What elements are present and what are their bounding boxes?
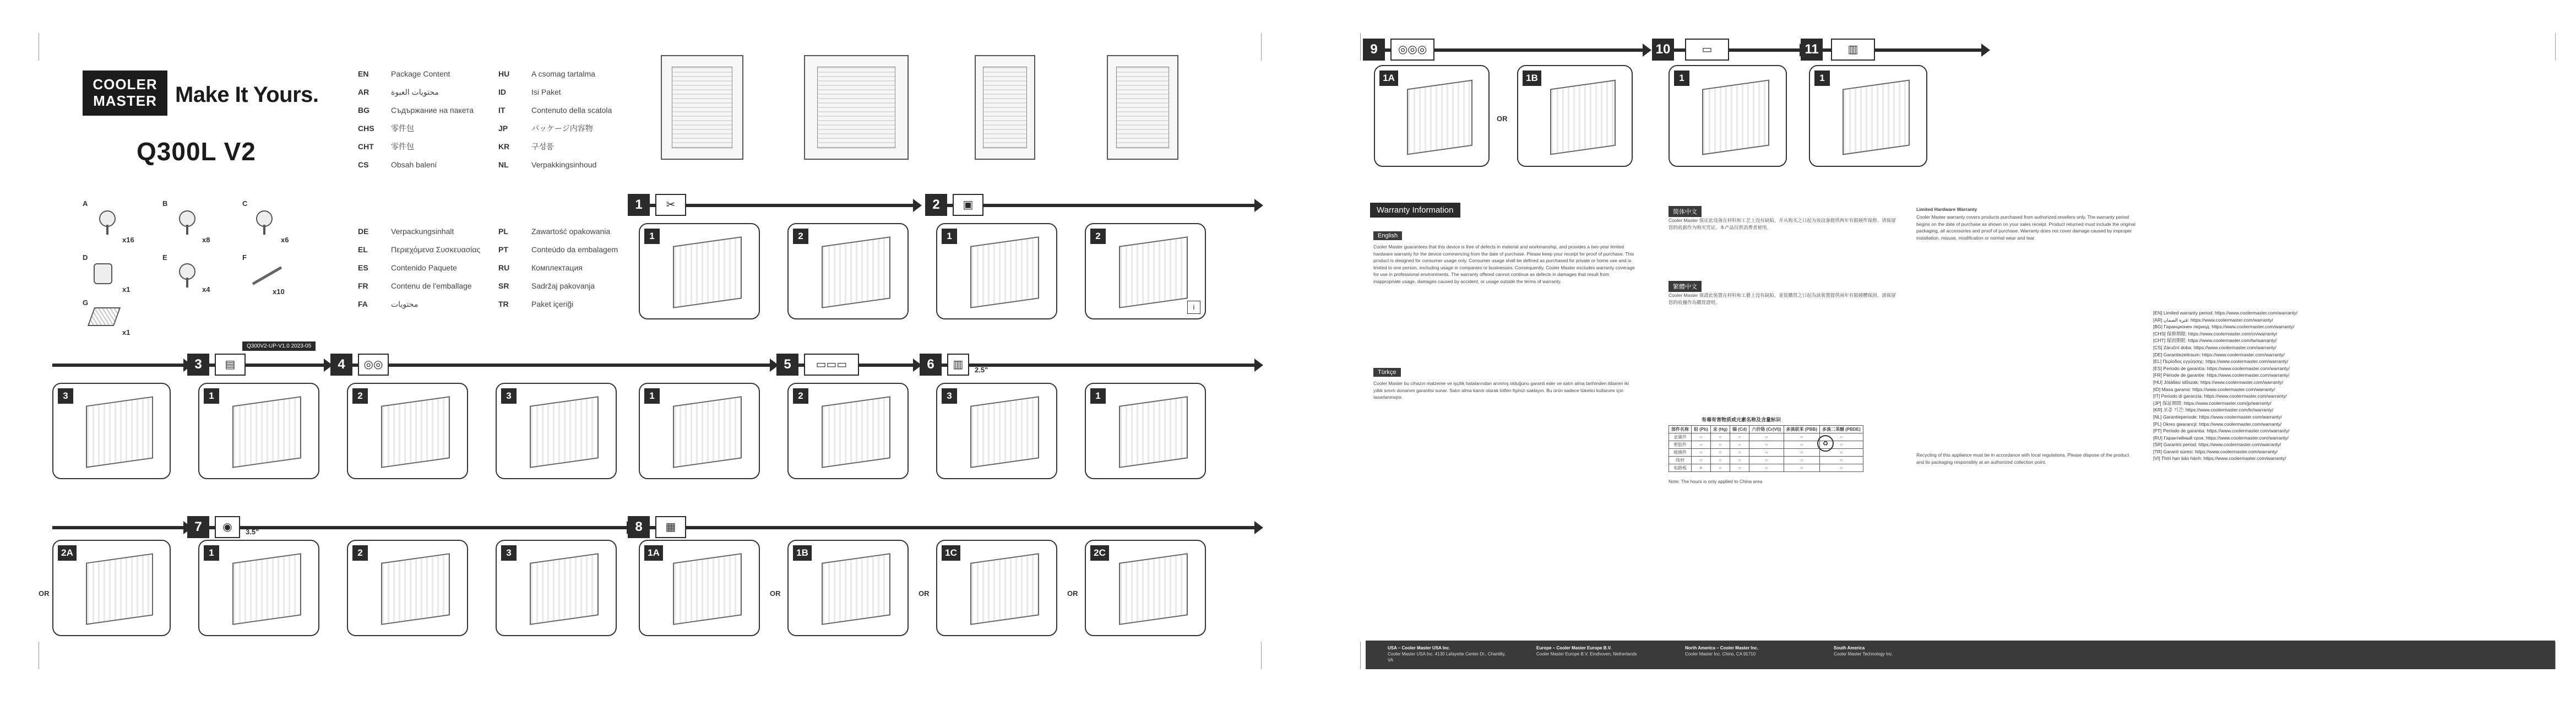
lang-text: محتويات [391,300,419,308]
fan-icon: ◎◎◎ [1390,39,1434,61]
step-number-5: 5 [776,354,798,376]
chs-heading: 简体中文 [1669,206,1702,217]
or-label: OR [1497,115,1508,123]
panel-number: 1 [1674,70,1689,86]
table-note: Note: The hours is only applied to China area [1669,479,1763,484]
panel-number: 1 [1814,70,1830,86]
step-panel [639,540,760,636]
lang-code: SR [498,281,509,290]
table-cell: ○ [1710,441,1730,449]
psu-icon: ▤ [215,354,246,376]
list-item: [SR] Garantni period: https://www.coolermaster.com/warranty/ [2153,442,2281,448]
list-item: [CS] Záruční doba: https://www.coolermaster.com/warranty/ [2153,344,2276,350]
lang-text: Package Content [391,69,450,78]
table-cell: 金属件 [1669,433,1692,441]
lang-code: AR [358,88,369,96]
step-panel [1517,65,1633,167]
table-cell: ○ [1730,441,1749,449]
step-divider [1801,48,1982,52]
table-cell: ○ [1820,449,1863,457]
language-list-b [498,65,612,174]
table-cell: 电路板 [1669,464,1692,472]
language-list-d [498,223,618,313]
lang-text: A csomag tartalma [531,69,595,78]
case-drawing [530,553,599,625]
lang-text: Verpackungsinhalt [391,227,454,236]
table-row [1669,433,1863,441]
step-panel [639,223,760,319]
panel-number: 1 [644,229,660,244]
footer-contact-text: Cooler Master USA Inc. 4130 Lafayette Center Dr., Chantilly, VA [1388,652,1506,663]
lang-text: Комплектация [531,263,583,272]
part-qty-g: x1 [122,328,131,337]
warranty-link-list [2153,310,2351,462]
recycling-text: Recycling of this appliance must be in accordance with local regulations. Please dispose of the product and its packaging responsibly at an authorized collection point. [1916,452,2129,465]
table-cell: ○ [1730,433,1749,441]
table-header: 汞 (Hg) [1710,426,1730,433]
step-number-10: 10 [1652,39,1674,61]
case-drawing [530,396,599,468]
cable-tie-icon [252,266,282,285]
table-cell: ○ [1749,441,1784,449]
panel-number: 3 [942,388,957,404]
table-header: 多溴二苯醚 (PBDE) [1820,426,1863,433]
footer-contact [1536,645,1657,657]
panel-number: 1B [793,545,812,561]
table-cell: ○ [1784,457,1819,464]
table-cell: ○ [1784,441,1819,449]
step-divider [52,364,184,367]
lang-code: RU [498,263,510,272]
crop-mark [2555,642,2556,669]
step-panel [787,383,909,479]
step-panel [1809,65,1927,167]
screw-icon [256,210,273,227]
lang-text: Obsah balení [391,160,437,169]
panel-number: 1 [204,545,219,561]
table-cell: ○ [1730,464,1749,472]
footer-contact-title: South America [1834,646,1865,650]
list-item: [RU] Гарантийный срок: https://www.coolermaster.com/warranty/ [2153,435,2289,441]
step-panel [347,383,468,479]
case-drawing [381,553,450,625]
case-top-view [975,55,1035,160]
panel-number: 1 [204,388,219,404]
case-drawing [86,396,153,468]
list-item: [FR] Période de garantie: https://www.coolermaster.com/warranty/ [2153,372,2290,378]
part-qty-f: x10 [273,288,285,296]
expansion-slot-icon: ▭▭▭ [804,354,859,376]
step-panel [198,540,319,636]
case-drawing [1550,79,1616,155]
panel-number: 2 [1090,229,1106,244]
footer-contact-title: North America – Cooler Master Inc. [1685,646,1759,650]
lang-text: Verpakkingsinhoud [531,160,597,169]
part-label-c: C [242,199,248,208]
lang-text: 구성품 [531,142,554,151]
lang-code: PL [498,227,508,236]
step-panel [1374,65,1490,167]
list-item: [KR] 보증 기간: https://www.coolermaster.com/kr/warranty/ [2153,407,2274,413]
list-item: [VI] Thời hạn bảo hành: https://www.coolermaster.com/warranty/ [2153,455,2286,462]
panel-number: 1 [942,229,957,244]
table-header: 铅 (Pb) [1692,426,1711,433]
table-cell: ○ [1710,433,1730,441]
panel-number: 2 [793,388,808,404]
step-panel [347,540,468,636]
list-item: [ES] Periodo de garantía: https://www.coolermaster.com/warranty/ [2153,365,2290,371]
step-panel [496,383,617,479]
list-item: [JP] 保証期間: https://www.coolermaster.com/jp/warranty/ [2153,400,2271,406]
brand-logo-text: COOLER MASTER [93,76,157,109]
lang-text: Isi Paket [531,88,561,96]
step-panel [52,540,171,636]
case-drawing [970,236,1039,308]
table-cell: ○ [1749,464,1784,472]
hazard-table-caption: 有毒有害物质或元素名称及含量标识 [1702,417,1781,422]
lang-code: CHT [358,142,374,151]
drive-size-label: 2.5" [975,366,988,374]
list-item: [EN] Limited warranty period: https://www.coolermaster.com/warranty/ [2153,310,2298,316]
panel-number: 3 [58,388,73,404]
lang-code: DE [358,227,369,236]
case-drawing [86,553,153,625]
table-header: 部件名称 [1669,426,1692,433]
lang-code: HU [498,69,510,78]
lang-text: Contenido Paquete [391,263,457,272]
footer-contact [1685,645,1806,657]
table-cell: 线材 [1669,457,1692,464]
info-icon: i [1187,301,1200,314]
table-cell: ○ [1749,433,1784,441]
panel-icon: ▣ [953,194,983,216]
step-divider [330,364,771,367]
table-cell: ○ [1692,457,1711,464]
table-cell: ○ [1710,464,1730,472]
part-label-f: F [242,253,247,262]
lang-text: Съдържание на пакета [391,106,474,115]
consumer-warranty-text: Cooler Master warranty covers products purchased from authorized resellers only. The warranty period begins on the date of purchase as shown on your sales receipt. Product returned must include the original packaging, all accessories and proof of purchase. Warranty does not cover damage caused by improper installation, misuse, modification or normal wear and tear. [1916,214,2135,241]
lang-text: Περιεχόμενα Συσκευασίας [391,245,481,254]
table-cell: × [1692,464,1711,472]
lang-text: Paket içeriği [531,300,574,308]
case-drawing [970,396,1039,468]
panel-number: 2 [352,388,368,404]
table-cell: ○ [1784,464,1819,472]
panel-number: 1C [942,545,960,561]
panel-number: 1A [644,545,663,561]
case-drawing [673,236,742,308]
step-panel [936,383,1057,479]
crop-mark [2555,33,2556,61]
list-item: [TR] Garanti süresi: https://www.coolermaster.com/warranty/ [2153,448,2278,454]
lang-text: محتويات العبوة [391,88,439,96]
panel-number: 2 [352,545,368,561]
footer-contact-text: Cooler Master Inc. Chino, CA 91710 [1685,652,1756,657]
panel-number: 2A [58,545,77,561]
lang-code: ES [358,263,368,272]
part-qty-a: x16 [122,236,134,244]
step-panel [1085,540,1206,636]
turkce-heading: Türkçe [1373,368,1401,377]
contact-footer [1366,641,2555,669]
panel-number: 1A [1379,70,1398,86]
case-drawing [1119,553,1188,625]
step-panel [787,540,909,636]
cht-heading: 繁體中文 [1669,281,1702,292]
case-drawing [673,396,742,468]
lang-code: KR [498,142,510,151]
list-item: [CHT] 保固期限: https://www.coolermaster.com/tw/warranty/ [2153,338,2277,344]
step-panel [52,383,171,479]
lang-text: 零件包 [391,124,414,133]
case-drawing [822,236,890,308]
list-item: [NL] Garantieperiode: https://www.coolermaster.com/warranty/ [2153,414,2282,420]
turkce-warranty-text: Cooler Master bu cihazın malzeme ve işçilik hatalarından arınmış olduğunu garanti eder ve satın alma tarihinden itibaren iki yıllık sınırlı donanım garantisi sunar. Satın alma kanıtı olarak lütfen fişinizi saklayın. Bu ürün sadece tüketici kullanımı için tasarlanmıştır. [1373,381,1629,400]
footer-contact-text: Cooler Master Technology Inc. [1834,652,1893,657]
step-panel [936,540,1057,636]
table-cell: ○ [1784,433,1819,441]
panel-number: 1B [1523,70,1541,86]
part-label-b: B [162,199,168,208]
list-item: [CHS] 保修期限: https://www.coolermaster.com/cn/warranty/ [2153,330,2278,337]
step-panel [936,223,1057,319]
document-code: Q300V2-UP-V1.0 2023-05 [242,341,316,351]
table-cell: ○ [1820,441,1863,449]
lang-code: CS [358,160,369,169]
table-header: 六价铬 (Cr(VI)) [1749,426,1784,433]
crop-mark [1261,642,1262,669]
part-qty-b: x8 [202,236,210,244]
footer-contact-title: USA – Cooler Master USA Inc. [1388,646,1450,650]
step-number-4: 4 [330,354,352,376]
panel-number: 1 [644,388,660,404]
lang-text: Zawartość opakowania [531,227,611,236]
step-panel [198,383,319,479]
lang-code: BG [358,106,369,115]
hdd-icon: ◉ [215,516,240,538]
lang-code: JP [498,124,508,133]
recycle-symbol-icon: ♻ [1817,435,1834,452]
lang-code: FA [358,300,368,308]
panel-number: 1 [1090,388,1106,404]
table-header: 多溴联苯 (PBB) [1784,426,1819,433]
table-cell: ○ [1692,433,1711,441]
step-number-9: 9 [1363,39,1385,61]
lang-text: Contenu de l'emballage [391,281,472,290]
screw-icon [99,210,116,227]
lang-code: FR [358,281,368,290]
lang-text: パッケージ内容物 [531,124,593,133]
step-number-1: 1 [628,194,650,216]
step-number-6: 6 [920,354,942,376]
table-cell: ○ [1820,433,1863,441]
list-item: [PL] Okres gwarancji: https://www.coolermaster.com/warranty/ [2153,421,2282,427]
rubber-pad-icon [94,263,112,284]
lang-code: PT [498,245,508,254]
warranty-title: Warranty Information [1370,203,1460,218]
step-number-2: 2 [925,194,947,216]
lang-text: Contenuto della scatola [531,106,612,115]
ssd-icon: ▥ [947,354,969,376]
step-number-11: 11 [1801,39,1823,61]
lang-code: NL [498,160,509,169]
case-side-view [804,55,909,160]
step-panel [639,383,760,479]
step-divider [920,364,1256,367]
hazard-substance-table [1669,425,1863,472]
lang-code: TR [498,300,509,308]
step-divider [52,526,184,529]
part-label-g: G [83,299,89,307]
case-drawing [970,553,1039,625]
panel-number: 2C [1090,545,1109,561]
case-drawing [673,553,742,625]
table-cell: ○ [1749,449,1784,457]
screw-icon [179,263,195,280]
or-label: OR [39,589,50,598]
step-panel [1085,223,1206,319]
table-cell: ○ [1820,464,1863,472]
table-row [1669,457,1863,464]
case-rear-view [1107,55,1178,160]
table-cell: ○ [1820,457,1863,464]
dust-filter-icon [88,307,121,326]
or-label: OR [919,589,930,598]
part-label-e: E [162,253,167,262]
crop-mark [1261,33,1262,61]
brand-slogan: Make It Yours. [175,83,319,107]
panel-number: 3 [501,545,517,561]
table-cell: ○ [1710,449,1730,457]
list-item: [AR] فترة الضمان: https://www.coolermaster.com/warranty/ [2153,317,2274,323]
table-cell: ○ [1692,441,1711,449]
or-label: OR [1067,589,1078,598]
crop-mark [1360,642,1361,669]
case-drawing [1407,79,1472,155]
list-item: [PT] Período de garantia: https://www.coolermaster.com/warranty/ [2153,428,2290,434]
table-row [1669,449,1863,457]
lang-code: IT [498,106,506,115]
cht-warranty-text: Cooler Master 保證此裝置在材料和工藝上沒有缺陷，並從購買之日起為該裝置提供兩年有限硬體保固。請保留您的收據作為購買證明。 [1669,292,1896,305]
part-label-a: A [83,199,88,208]
filter-icon: ▭ [1685,39,1729,61]
list-item: [EL] Περίοδος εγγύησης: https://www.coolermaster.com/warranty/ [2153,359,2289,365]
list-item: [ID] Masa garansi: https://www.coolermaster.com/warranty/ [2153,386,2275,392]
table-cell: ○ [1730,449,1749,457]
footer-contact-title: Europe – Cooler Master Europe B.V. [1536,646,1612,650]
case-drawing [232,553,301,625]
table-header-row [1669,426,1863,433]
case-drawing [822,396,890,468]
table-cell: 玻璃件 [1669,449,1692,457]
case-drawing [1119,236,1188,308]
model-name: Q300L V2 [137,137,256,166]
lang-text: Conteúdo da embalagem [531,245,618,254]
step-number-3: 3 [187,354,209,376]
crop-mark [1360,33,1361,61]
case-drawing [232,396,301,468]
table-header: 镉 (Cd) [1730,426,1749,433]
table-cell: ○ [1692,449,1711,457]
case-drawing [822,553,890,625]
chs-warranty-text: Cooler Master 保证此设备在材料和工艺上没有缺陷，并从购买之日起为该设备提供两年有限硬件保修。请保留您的收据作为购买凭证。本产品仅供消费者使用。 [1669,218,1896,230]
panel-number: 3 [501,388,517,404]
footer-contact-text: Cooler Master Europe B.V. Eindhoven, Netherlands [1536,652,1637,657]
part-qty-d: x1 [122,285,131,294]
consumer-heading: Limited Hardware Warranty [1916,207,1977,212]
step-number-7: 7 [187,516,209,538]
list-item: [IT] Periodo di garanzia: https://www.coolermaster.com/warranty/ [2153,393,2287,399]
part-label-d: D [83,253,88,262]
step-number-8: 8 [628,516,650,538]
step-panel [1085,383,1206,479]
case-drawing [1843,79,1910,155]
table-cell: ○ [1749,457,1784,464]
step-panel [496,540,617,636]
list-item: [BG] Гаранционен период: https://www.coolermaster.com/warranty/ [2153,324,2295,330]
lang-code: CHS [358,124,374,133]
drive-size-label: 3.5" [246,528,259,536]
lang-code: EL [358,245,368,254]
english-warranty-text: Cooler Master guarantees that this device is free of defects in material and workmanship, and provides a two-year limited hardware warranty for the device commencing from the date of purchase. Please keep your receipt for proof of purchase. This product is designed for consumer usage only. Consumer usage shall be defined as purchased for private or home use and is limited to one person, excluding usage in companies or businesses. Consequently, Cooler Master excludes warranty coverage for use in professional environments. The warranty offered cannot continue as defects in damages that result from inappropriate usage, damages caused by accident, or usage outside the terms of warranty. [1373,244,1635,284]
list-item: [HU] Jótállási időszak: https://www.coolermaster.com/warranty/ [2153,379,2284,385]
fan-icon: ◎◎ [358,354,389,376]
footer-contact [1388,645,1509,663]
table-cell: 塑胶件 [1669,441,1692,449]
tool-icon: ✂ [655,194,686,216]
lang-code: ID [498,88,506,96]
english-heading: English [1373,231,1402,240]
table-row [1669,464,1863,472]
screw-icon [179,210,195,227]
list-item: [DE] Garantiezeitraum: https://www.coolermaster.com/warranty/ [2153,351,2285,357]
step-panel [787,223,909,319]
brand-logo [83,70,167,116]
step-panel [1669,65,1787,167]
table-cell: ○ [1784,449,1819,457]
panel-number: 2 [793,229,808,244]
case-drawing [1119,396,1188,468]
motherboard-icon: ▦ [655,516,686,538]
footer-contact [1834,645,1955,657]
lang-text: 零件包 [391,142,414,151]
part-qty-e: x4 [202,285,210,294]
part-qty-c: x6 [281,236,289,244]
or-label: OR [770,589,781,598]
table-cell: ○ [1710,457,1730,464]
lang-text: Sadržaj pakovanja [531,281,595,290]
case-drawing [381,396,450,468]
table-cell: ○ [1730,457,1749,464]
gpu-icon: ▥ [1831,39,1875,61]
step-divider [628,526,1256,529]
language-list-c [358,223,480,313]
table-row [1669,441,1863,449]
case-front-view [661,55,743,160]
language-list-a [358,65,474,174]
case-drawing [1702,79,1769,155]
lang-code: EN [358,69,369,78]
